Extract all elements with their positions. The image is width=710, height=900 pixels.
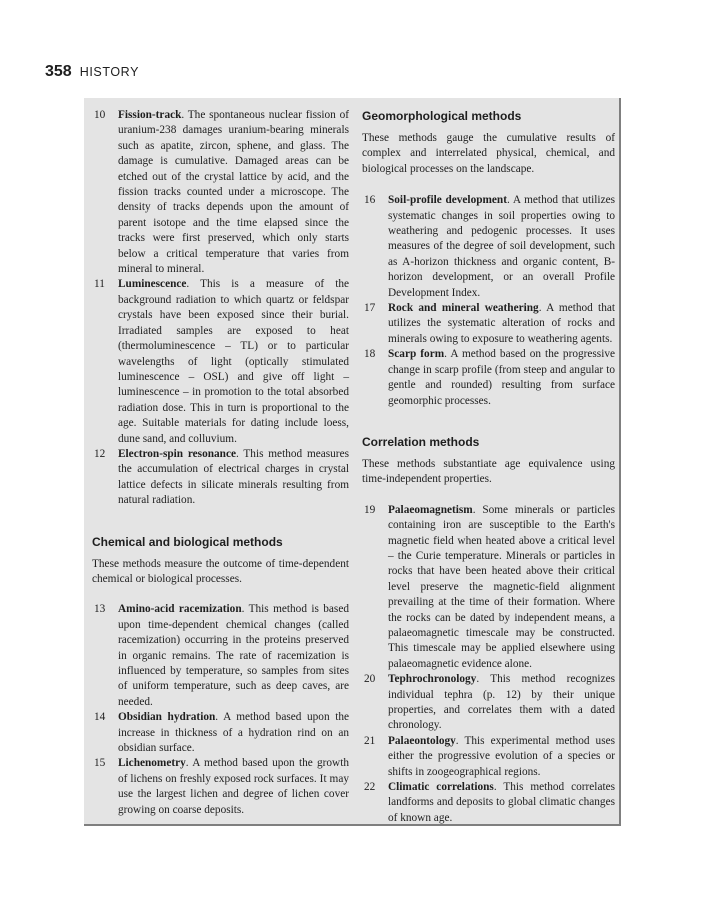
method-number: 16 bbox=[364, 194, 376, 207]
method-description: . A method based on the progressive change in scarp profile (from steep and angular to gentle and rounded) resulting from surface geomorphic processes. bbox=[388, 348, 615, 407]
method-item bbox=[362, 734, 615, 780]
method-description: . This is a measure of the background radiation to which quartz or feldspar crystals have been exposed since their burial. Irradiated samples are exposed to heat (thermoluminescence – TL) or to particular wavelengths of light (optically stimulated luminescence – OSL) and give off light – luminescence – in promotion to the total absorbed radiation dose. This in turn is proportional to the age. Suitable materials for dating include loess, dune sand, and colluvium. bbox=[118, 278, 349, 445]
method-item bbox=[92, 108, 349, 277]
correlation-intro: These methods substantiate age equivalence using time-independent properties. bbox=[362, 457, 615, 486]
method-term: Amino-acid racemization bbox=[118, 603, 242, 616]
method-number: 12 bbox=[94, 447, 106, 460]
method-description: . This method measures the accumulation of electrical charges in crystal lattice defects in silicate minerals resulting from natural radiation. bbox=[118, 447, 349, 507]
method-description: . A method based upon the growth of lichens on freshly exposed rock surfaces. It may use the largest lichen and degree of lichen cover growing on coarse deposits. bbox=[118, 757, 349, 816]
chemical-biological-heading: Chemical and biological methods bbox=[92, 534, 283, 549]
method-term: Rock and mineral weathering bbox=[388, 302, 539, 315]
method-description: . This method is based upon time-dependent chemical changes (called racemization) occurring in the proteins preserved in organic remains. The rate of racemization is influenced by temperature, so samples from sites of uniform temperature, such as deep caves, are needed. bbox=[118, 603, 349, 708]
method-term: Tephrochronology bbox=[388, 673, 477, 686]
geomorphological-methods-list bbox=[362, 193, 615, 409]
method-item bbox=[362, 503, 615, 672]
method-item bbox=[92, 710, 349, 756]
content-panel bbox=[84, 98, 621, 826]
method-number: 13 bbox=[94, 603, 106, 616]
method-item bbox=[362, 672, 615, 734]
method-term: Lichenometry bbox=[118, 757, 186, 770]
method-description: . Some minerals or particles containing iron are susceptible to the Earth's magnetic field when heated above a critical level – the Curie temperature. Minerals or particles in rocks that have been heated above their critical level preserve the magnetic-field alignment prevailing at the time of their formation. Where the rocks can be dated by independent means, a palaeomagnetic timescale may be constructed. This timescale may be applied elsewhere using palaeomagnetic evidence alone. bbox=[388, 503, 615, 670]
method-term: Soil-profile development bbox=[388, 194, 507, 207]
method-number: 17 bbox=[364, 302, 376, 315]
left-column bbox=[92, 108, 349, 818]
method-description: . A method that utilizes systematic changes in soil properties owing to weathering and pedogenic processes. It uses measures of the degree of soil development, such as A-horizon thickness and organic content, B-horizon development, or an overall Profile Development Index. bbox=[388, 194, 615, 299]
dating-methods-list-top bbox=[92, 108, 349, 509]
method-description: . The spontaneous nuclear fission of uranium-238 damages uranium-bearing minerals such as apatite, zircon, sphene, and glass. The damage is cumulative. Damaged areas can be etched out of the crystal lattice by acid, and the fission tracks counted under a microscope. The density of tracks depends upon the amount of parent isotope and the time elapsed since the tracks were first preserved, which only starts below a critical temperature that varies from mineral to mineral. bbox=[118, 109, 349, 276]
correlation-methods-list bbox=[362, 503, 615, 827]
geomorphological-intro: These methods gauge the cumulative results of complex and interrelated physical, chemical, and biological processes on the landscape. bbox=[362, 132, 615, 175]
correlation-heading: Correlation methods bbox=[362, 434, 480, 449]
method-term: Palaeomagnetism bbox=[388, 503, 473, 516]
method-description: . A method that utilizes the systematic alteration of rocks and minerals owing to exposure to weathering agents. bbox=[388, 302, 615, 345]
method-description: . This method recognizes individual tephra (p. 12) by their unique properties, and correlates them with a dated chronology. bbox=[388, 673, 615, 732]
method-number: 20 bbox=[364, 673, 376, 686]
method-term: Electron-spin resonance bbox=[118, 447, 236, 460]
right-column bbox=[362, 108, 615, 826]
method-description: . This method correlates landforms and deposits to global climatic changes of known age. bbox=[388, 781, 616, 824]
method-term: Fission-track bbox=[118, 109, 182, 121]
method-description: . A method based upon the increase in thickness of a hydration rind on an obsidian surface. bbox=[118, 711, 349, 755]
method-number: 14 bbox=[94, 711, 106, 724]
method-term: Luminescence bbox=[118, 278, 187, 291]
method-number: 22 bbox=[364, 781, 376, 794]
geomorphological-heading: Geomorphological methods bbox=[362, 109, 522, 123]
running-head: HISTORY bbox=[79, 65, 140, 79]
method-number: 10 bbox=[94, 109, 106, 121]
method-item bbox=[362, 780, 615, 826]
method-item bbox=[92, 602, 349, 710]
method-number: 11 bbox=[94, 278, 105, 291]
method-item bbox=[92, 277, 349, 446]
method-item bbox=[362, 301, 615, 347]
method-number: 19 bbox=[364, 503, 376, 516]
method-term: Obsidian hydration bbox=[118, 711, 216, 724]
method-item bbox=[362, 347, 615, 409]
page-header bbox=[45, 63, 139, 81]
method-term: Scarp form bbox=[388, 348, 445, 361]
method-term: Climatic correlations bbox=[388, 781, 494, 794]
method-description: . This experimental method uses either the progressive evolution of a species or shifts in zoogeographical regions. bbox=[388, 734, 615, 778]
page-number: 358 bbox=[45, 63, 72, 80]
method-number: 18 bbox=[364, 348, 376, 361]
method-item bbox=[362, 193, 615, 301]
method-item bbox=[92, 447, 349, 509]
method-number: 15 bbox=[94, 757, 106, 770]
method-term: Palaeontology bbox=[388, 734, 456, 747]
method-number: 21 bbox=[364, 734, 376, 747]
chemical-methods-list bbox=[92, 602, 349, 818]
method-item bbox=[92, 756, 349, 818]
chemical-biological-intro: These methods measure the outcome of time-dependent chemical or biological processes. bbox=[92, 557, 349, 585]
